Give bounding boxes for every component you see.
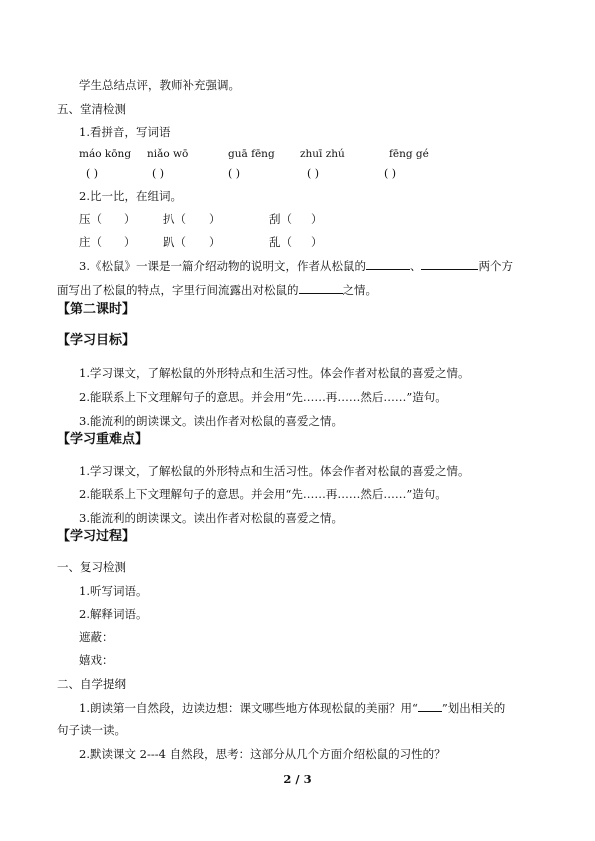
compare-char-3: 刮（ <box>269 212 292 226</box>
question-3-text: 面写出了松鼠的特点，字里行间流露出对松鼠的 <box>57 283 299 297</box>
section-5-heading: 五、堂清检测 <box>57 102 126 116</box>
lesson-2-heading: 【第二课时】 <box>57 302 136 317</box>
compare-char-4: 庄（ <box>79 235 102 249</box>
goal-1: 1.学习课文，了解松鼠的外形特点和生活习性。体会作者对松鼠的喜爱之情。 <box>79 366 470 380</box>
compare-char-2: 扒（ <box>163 212 186 226</box>
review-heading: 一、复习检测 <box>57 560 126 574</box>
question-1: 1.看拼音，写词语 <box>79 125 171 139</box>
self-study-item-2: 2.默读课文 2---4 自然段，思考：这部分从几个方面介绍松鼠的习性的？ <box>79 747 446 761</box>
compare-char-6: 乱（ <box>269 235 292 249</box>
review-item-1: 1.听写词语。 <box>79 584 148 598</box>
answer-blank-3[interactable]: ( ) <box>228 167 241 180</box>
fill-blank[interactable] <box>366 257 410 270</box>
self-study-heading: 二、自学提纲 <box>57 677 126 691</box>
goals-heading: 【学习目标】 <box>57 333 136 348</box>
pinyin-5: fēng gé <box>389 148 429 160</box>
close-paren: ） <box>124 235 136 249</box>
punct: 、 <box>409 259 422 273</box>
close-paren: ） <box>311 235 323 249</box>
page-number: 2 / 3 <box>283 772 312 786</box>
pinyin-2: niǎo wō <box>147 148 189 160</box>
pinyin-1: máo kōng <box>79 148 132 160</box>
process-heading: 【学习过程】 <box>57 529 136 544</box>
self-study-text: ”划出相关的 <box>441 701 506 715</box>
close-paren: ） <box>311 212 323 226</box>
term-xixi: 嬉戏： <box>79 653 114 667</box>
question-3-line-2 <box>57 281 377 298</box>
review-item-2: 2.解释词语。 <box>79 607 148 621</box>
goal-2: 2.能联系上下文理解句子的意思。并会用“先……再……然后……”造句。 <box>79 390 447 404</box>
question-2: 2.比一比，在组词。 <box>79 189 182 203</box>
fill-blank[interactable] <box>421 257 478 270</box>
underline-mark-blank[interactable] <box>418 699 442 712</box>
fill-blank[interactable] <box>299 281 343 294</box>
answer-blank-1[interactable]: ( ) <box>86 167 99 180</box>
question-3-text: 之情。 <box>342 283 377 297</box>
key-point-3: 3.能流利的朗读课文。读出作者对松鼠的喜爱之情。 <box>79 511 343 525</box>
compare-char-1: 压（ <box>79 212 102 226</box>
answer-blank-2[interactable]: ( ) <box>152 167 165 180</box>
summary-line: 学生总结点评，教师补充强调。 <box>79 78 240 92</box>
key-points-heading: 【学习重难点】 <box>57 432 149 447</box>
self-study-item-1-cont: 句子读一读。 <box>57 723 126 737</box>
answer-blank-4[interactable]: ( ) <box>307 167 320 180</box>
self-study-item-1 <box>79 699 505 716</box>
self-study-text: 1.朗读第一自然段，边读边想：课文哪些地方体现松鼠的美丽？用“ <box>79 701 418 715</box>
answer-blank-5[interactable]: ( ) <box>384 167 397 180</box>
pinyin-3: guā fēng <box>228 148 275 160</box>
compare-char-5: 趴（ <box>163 235 186 249</box>
key-point-1: 1.学习课文，了解松鼠的外形特点和生活习性。体会作者对松鼠的喜爱之情。 <box>79 464 470 478</box>
question-3-text: 两个方 <box>478 259 513 273</box>
question-3-line-1 <box>79 257 513 274</box>
term-zhebi: 遮蔽： <box>79 630 114 644</box>
pinyin-4: zhuī zhú <box>300 148 345 160</box>
goal-3: 3.能流利的朗读课文。读出作者对松鼠的喜爱之情。 <box>79 414 343 428</box>
key-point-2: 2.能联系上下文理解句子的意思。并会用“先……再……然后……”造句。 <box>79 487 447 501</box>
close-paren: ） <box>209 212 221 226</box>
close-paren: ） <box>124 212 136 226</box>
question-3-text: 3.《松鼠》一课是一篇介绍动物的说明文，作者从松鼠的 <box>79 259 366 273</box>
close-paren: ） <box>209 235 221 249</box>
